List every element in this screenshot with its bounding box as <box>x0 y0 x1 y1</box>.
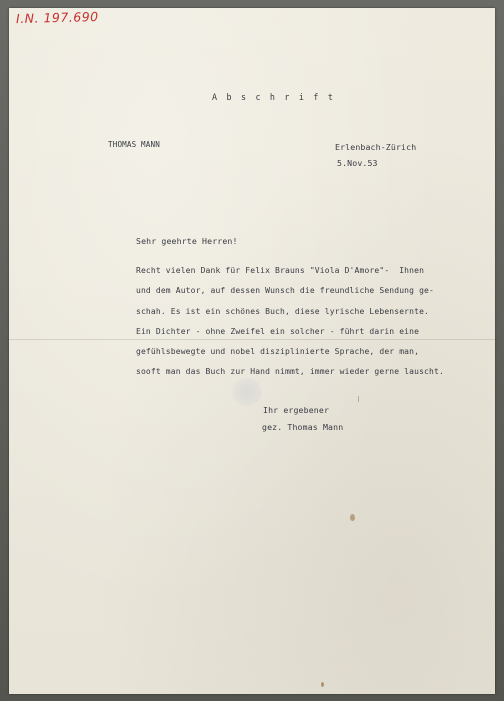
body-line: sooft man das Buch zur Hand nimmt, immer wieder gerne lauscht. <box>136 367 444 376</box>
signature: gez. Thomas Mann <box>262 422 344 432</box>
body-line: gefühlsbewegte und nobel disziplinierte Sprache, der man, <box>136 347 420 356</box>
closing: Ihr ergebener <box>263 405 330 415</box>
body-line: Ein Dichter - ohne Zweifel ein solcher - führt darin eine <box>136 327 420 336</box>
letter-heading: A b s c h r i f t <box>212 92 336 102</box>
letter-place: Erlenbach-Zürich <box>335 142 417 152</box>
body-line: Recht vielen Dank für Felix Brauns "Viola D'Amore"- Ihnen <box>136 266 425 275</box>
letter-date: 5.Nov.53 <box>337 158 378 168</box>
faint-stamp <box>232 378 262 406</box>
stain-mark <box>321 682 324 687</box>
fold-line <box>9 339 495 340</box>
body-line: schah. Es ist ein schönes Buch, diese lyrische Lebensernte. <box>136 307 430 316</box>
stain-mark <box>350 514 355 521</box>
body-line: und dem Autor, auf dessen Wunsch die freundliche Sendung ge- <box>136 286 434 295</box>
ink-mark <box>358 396 359 402</box>
salutation: Sehr geehrte Herren! <box>136 236 238 246</box>
inventory-number: I.N. 197.690 <box>15 8 99 27</box>
sender-name: THOMAS MANN <box>108 140 160 149</box>
